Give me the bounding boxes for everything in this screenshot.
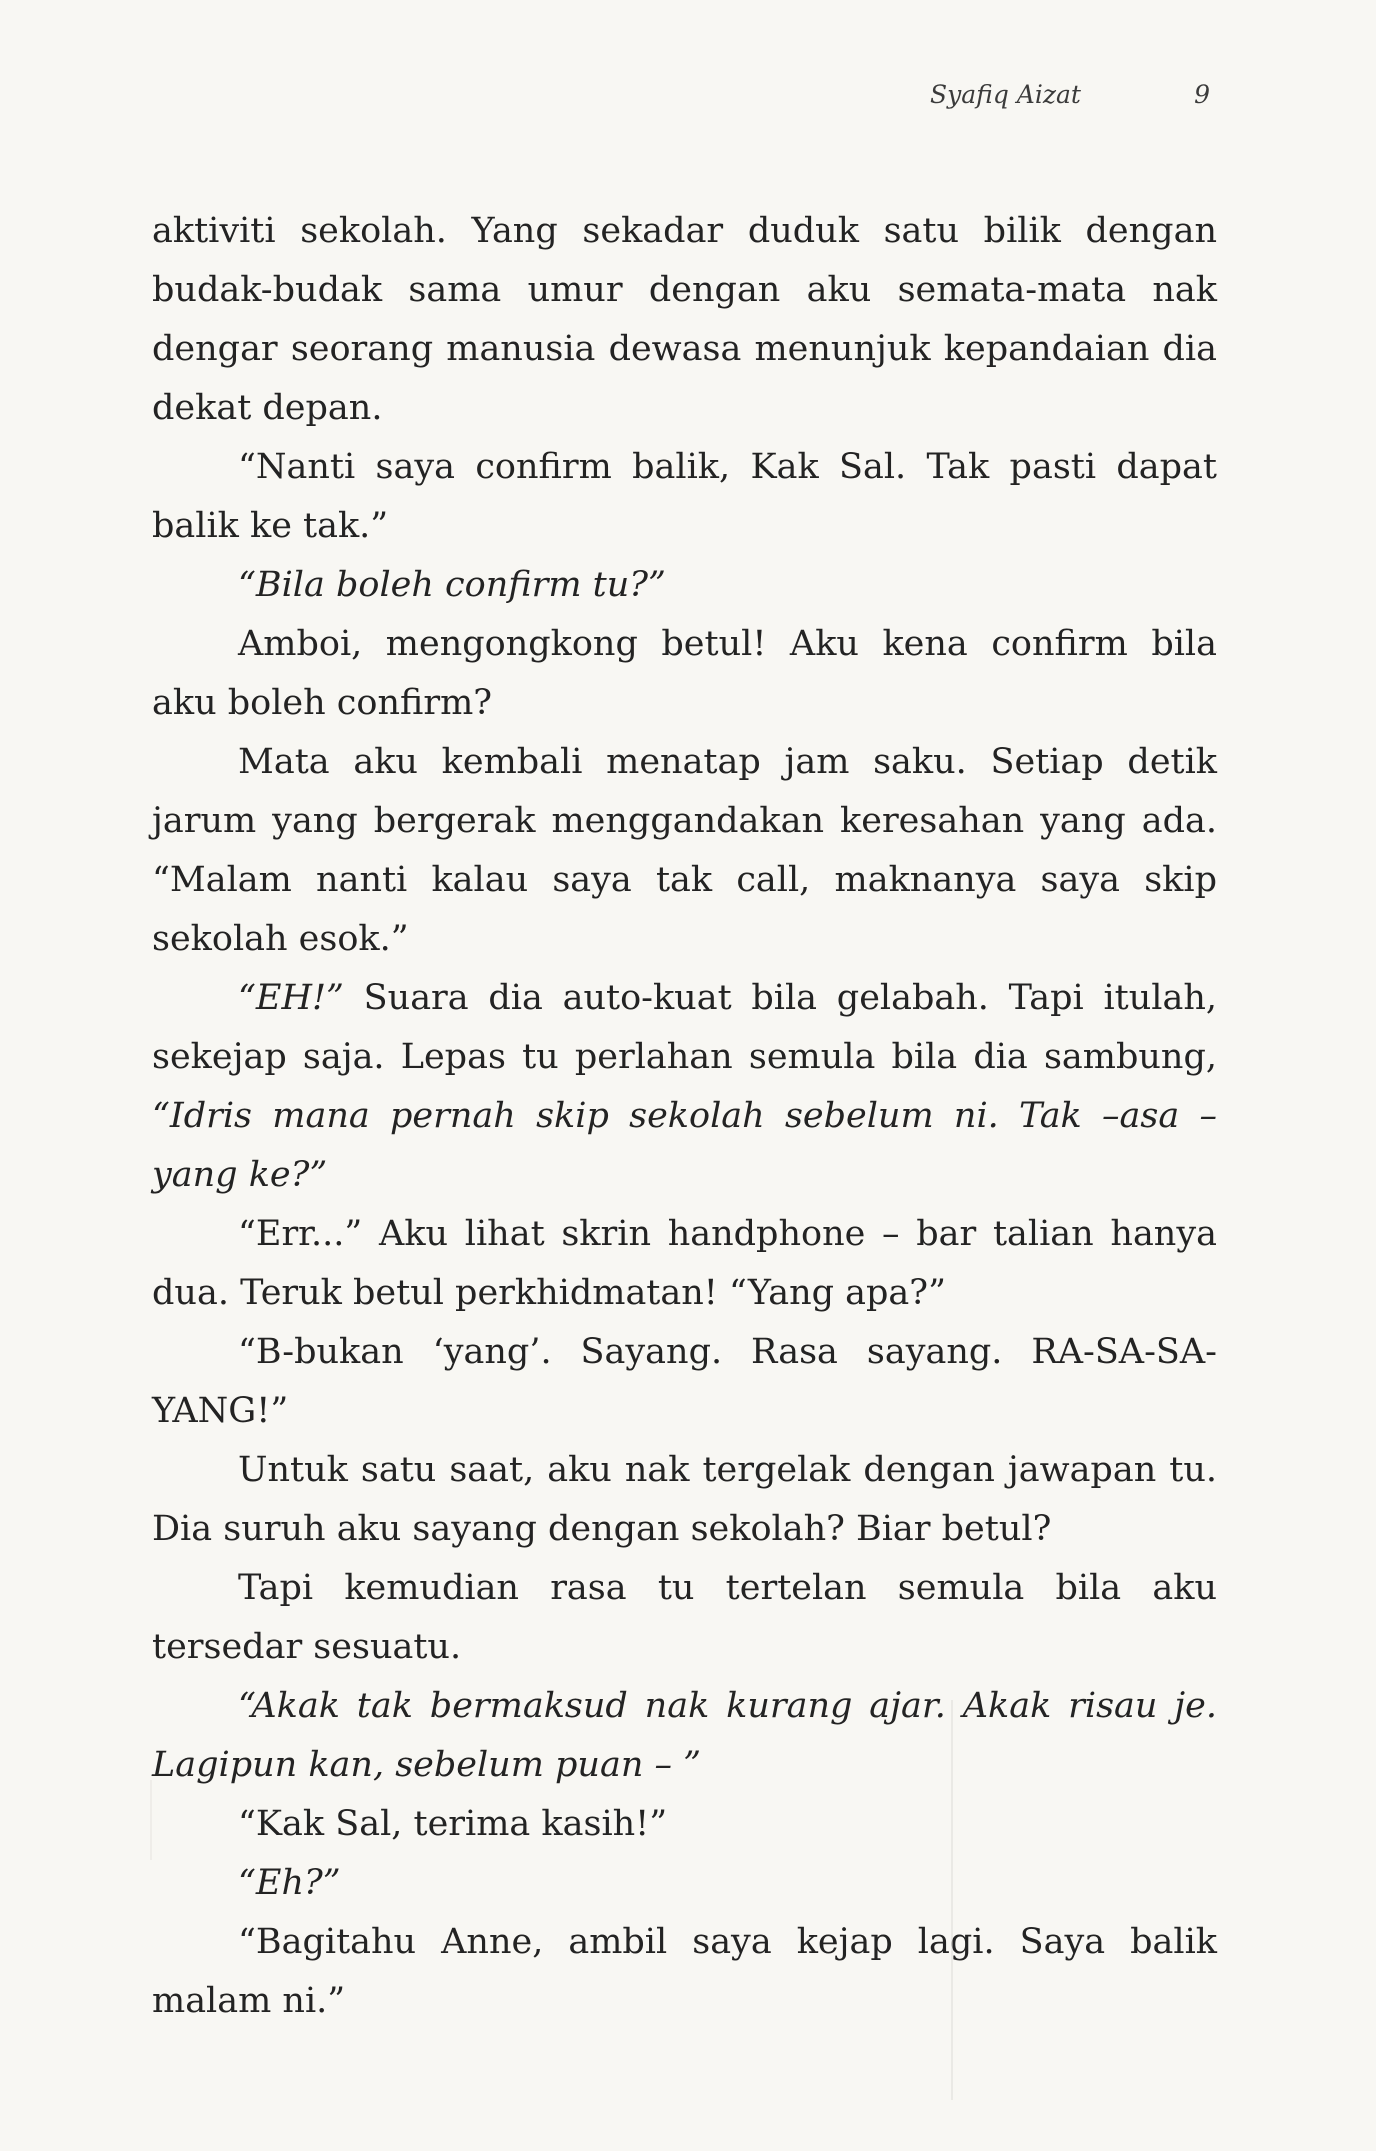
page-number: 9: [1194, 80, 1210, 109]
text-run: Tapi kemudian rasa tu tertelan semula bila aku tersedar sesuatu.: [152, 1568, 1217, 1667]
paragraph: [152, 733, 1217, 969]
paragraph: [152, 1677, 1217, 1795]
paragraph: [152, 1205, 1217, 1323]
text-run: Mata aku kembali menatap jam saku. Setiap detik jarum yang bergerak menggandakan keresahan yang ada. “Malam nanti kalau saya tak call, maknanya saya skip sekolah esok.”: [152, 742, 1217, 959]
paragraph: [152, 1854, 1217, 1913]
paragraph: [152, 615, 1217, 733]
scan-crease-mark: [951, 1700, 953, 2100]
running-header: [930, 80, 1220, 120]
text-run: “Bagitahu Anne, ambil saya kejap lagi. Saya balik malam ni.”: [152, 1922, 1217, 2021]
paragraph: [152, 1795, 1217, 1854]
body-text: [152, 202, 1217, 2031]
text-run: “Err...” Aku lihat skrin handphone – bar talian hanya dua. Teruk betul perkhidmatan! “Yang apa?”: [152, 1214, 1217, 1313]
text-run: “Nanti saya confirm balik, Kak Sal. Tak pasti dapat balik ke tak.”: [152, 447, 1217, 546]
header-author: Syafiq Aizat: [930, 80, 1081, 109]
text-run: aktiviti sekolah. Yang sekadar duduk satu bilik dengan budak-budak sama umur dengan aku semata-mata nak dengar seorang manusia dewasa menunjuk kepandaian dia dekat depan.: [152, 211, 1217, 428]
text-run: “B-bukan ‘yang’. Sayang. Rasa sayang. RA-SA-SA-YANG!”: [152, 1332, 1217, 1431]
text-run: Suara dia auto-kuat bila gelabah. Tapi itulah, sekejap saja. Lepas tu perlahan semula bila dia sambung,: [152, 978, 1217, 1077]
text-run: Amboi, mengongkong betul! Aku kena confirm bila aku boleh confirm?: [152, 624, 1217, 723]
paragraph: [152, 1441, 1217, 1559]
scan-margin-mark: [150, 1780, 152, 1860]
paragraph: [152, 969, 1217, 1205]
italic-text-run: “Eh?”: [238, 1863, 341, 1903]
italic-text-run: “Akak tak bermaksud nak kurang ajar. Akak risau je. Lagipun kan, sebelum puan – ”: [152, 1686, 1217, 1785]
paragraph: [152, 556, 1217, 615]
italic-text-run: “Bila boleh confirm tu?”: [238, 565, 666, 605]
paragraph: [152, 1913, 1217, 2031]
italic-text-run: “EH!”: [238, 978, 344, 1018]
paragraph: [152, 438, 1217, 556]
text-run: Untuk satu saat, aku nak tergelak dengan jawapan tu. Dia suruh aku sayang dengan sekolah? Biar betul?: [152, 1450, 1217, 1549]
paragraph: [152, 1559, 1217, 1677]
paragraph: [152, 202, 1217, 438]
text-run: “Kak Sal, terima kasih!”: [238, 1804, 668, 1844]
italic-text-run: “Idris mana pernah skip sekolah sebelum ni. Tak –asa – yang ke?”: [152, 1096, 1217, 1195]
paragraph: [152, 1323, 1217, 1441]
